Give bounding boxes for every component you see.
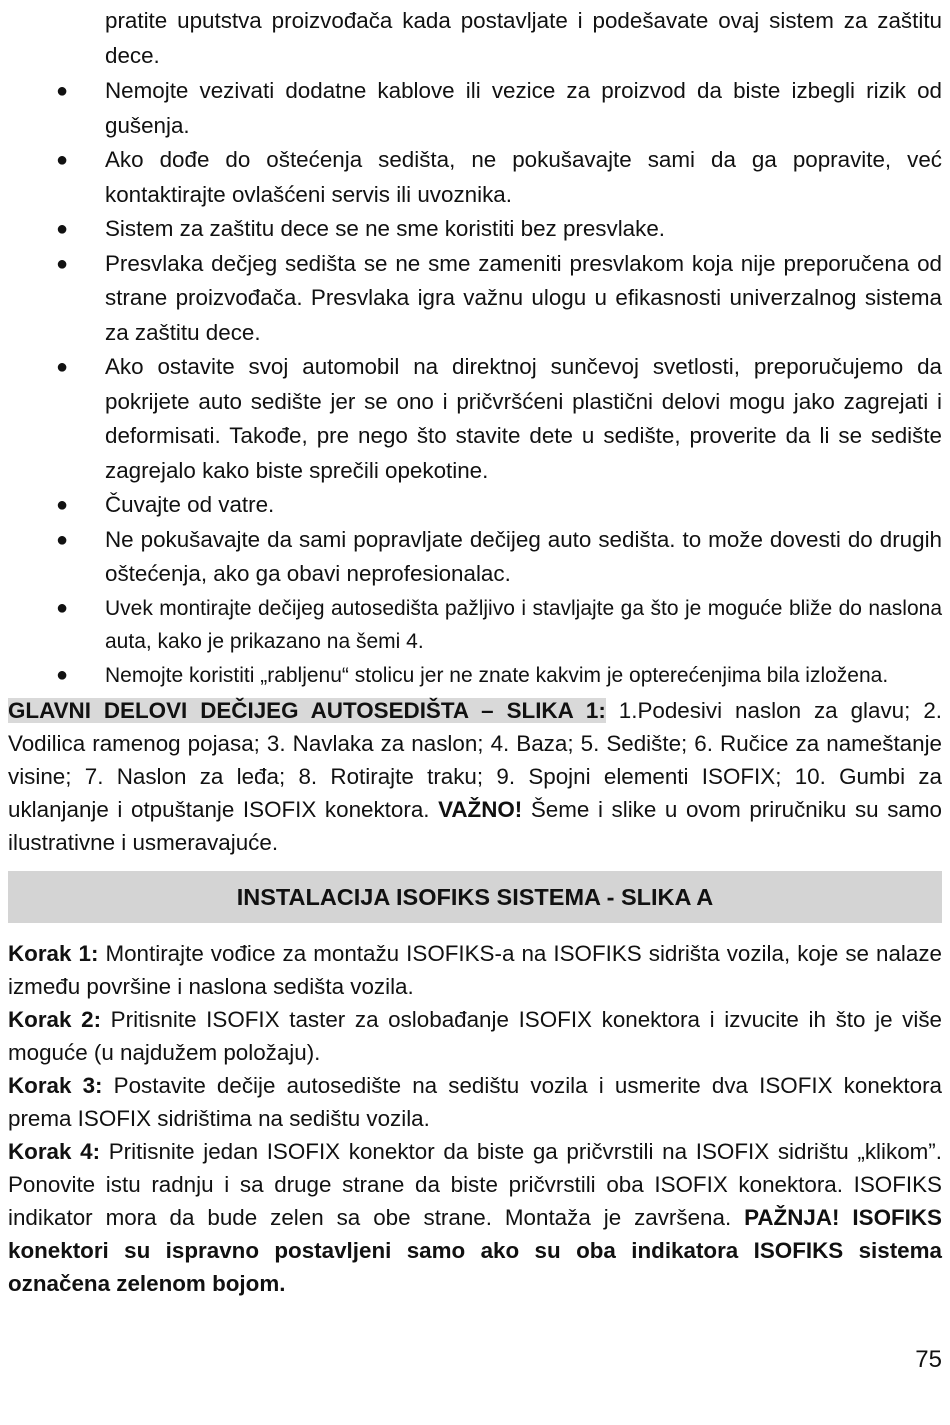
bullet-dot-icon: ● (56, 80, 69, 102)
bullet-item: ● Presvlaka dečjeg sedišta se ne sme zameniti presvlakom koja nije preporučena od strane proizvođača. Presvlaka igra važnu ulogu u efikasnosti univerzalnog sistema za zaštitu dece. (8, 247, 942, 351)
bullet-dot-icon: ● (56, 149, 69, 171)
warning-text: PAŽNJA! ISOFIKS konektori su ispravno postavljeni samo ako su oba indikatora ISOFIKS sistema označena zelenom bojom. (8, 1205, 942, 1296)
page-number: 75 (915, 1346, 942, 1373)
bullet-item: ● Sistem za zaštitu dece se ne sme koristiti bez presvlake. (8, 212, 942, 247)
step-1: Korak 1: Montirajte vođice za montažu ISOFIKS-a na ISOFIKS sidrišta vozila, koje se nalaze između površine i naslona sedišta vozila. (8, 941, 942, 999)
step-2: Korak 2: Pritisnite ISOFIX taster za oslobađanje ISOFIX konektora i izvucite ih što je više moguće (u najdužem položaju). (8, 1007, 942, 1065)
bullet-item: ● Ako ostavite svoj automobil na direktnoj sunčevoj svetlosti, preporučujemo da pokrijete auto sedište jer se ono i pričvršćeni plastični delovi mogu jako zagrejati i deformisati. Takođe, pre nego što stavite dete u sedište, proverite da li se sedište zagrejalo kako biste sprečili opekotine. (8, 350, 942, 488)
important-text: Šeme i slike u ovom priručniku su samo ilustrativne i usmeravajuće. (8, 797, 942, 855)
bullet-dot-icon: ● (56, 218, 69, 240)
main-parts-heading: GLAVNI DELOVI DEČIJEG AUTOSEDIŠTA – SLIKA 1: (8, 698, 606, 723)
bullet-item: ● Ako dođe do oštećenja sedišta, ne pokušavajte sami da ga popravite, već kontaktirajte ovlašćeni servis ili uvoznika. (8, 143, 942, 212)
bullet-item: ● Uvek montirajte dečijeg autosedišta pažljivo i stavljajte ga što je moguće bliže do naslona auta, kako je prikazano na šemi 4. (8, 592, 942, 659)
installation-steps (8, 937, 942, 1300)
bullet-dot-icon: ● (56, 356, 69, 378)
bullet-item: ● Nemojte koristiti „rabljenu“ stolicu jer ne znate kakvim je opterećenjima bila izložena. (8, 659, 942, 693)
bullet-item: ● Nemojte vezivati dodatne kablove ili vezice za proizvod da biste izbegli rizik od gušenja. (8, 74, 942, 143)
bullet-dot-icon: ● (56, 596, 69, 619)
bullet-dot-icon: ● (56, 663, 69, 686)
section-title: INSTALACIJA ISOFIKS SISTEMA - SLIKA A (236, 883, 714, 910)
step-4: Korak 4: Pritisnite jedan ISOFIX konektor da biste ga pričvrstili na ISOFIX sidrištu „klikom”. Ponovite istu radnju i sa druge strane da biste pričvrstili oba ISOFIX konektora. ISOFIKS indikator mora da bude zelen sa obe strane. Montaža je završena. PAŽNJA! ISOFIKS konektori su ispravno postavljeni samo ako su oba indikatora ISOFIKS sistema označena zelenom bojom. (8, 1139, 942, 1296)
bullet-item: ● Čuvajte od vatre. (8, 488, 942, 523)
bullet-dot-icon: ● (56, 494, 69, 516)
bullet-item: ● Ne pokušavajte da sami popravljate dečijeg auto sedišta. to može dovesti do drugih oštećenja, ako ga obavi neprofesionalac. (8, 523, 942, 592)
safety-bullet-list (8, 4, 942, 692)
document-page (8, 4, 942, 1300)
main-parts-paragraph (8, 694, 942, 859)
important-label: VAŽNO! (438, 797, 523, 822)
section-title-bar (8, 871, 942, 923)
step-3: Korak 3: Postavite dečije autosedište na sedištu vozila i usmerite dva ISOFIX konektora prema ISOFIX sidrištima na sedištu vozila. (8, 1073, 942, 1131)
main-parts-text: 1.Podesivi naslon za glavu; 2. Vodilica ramenog pojasa; 3. Navlaka za naslon; 4. Baza; 5. Sedište; 6. Ručice za nameštanje visine; 7. Naslon za leđa; 8. Rotirajte traku; 9. Spojni elementi ISOFIX; 10. Gumbi za uklanjanje i otpuštanje ISOFIX konektora. (8, 698, 942, 822)
bullet-dot-icon: ● (56, 528, 69, 551)
bullet-item-continuation: pratite uputstva proizvođača kada postavljate i podešavate ovaj sistem za zaštitu dece. (105, 8, 942, 68)
bullet-dot-icon: ● (56, 252, 69, 275)
